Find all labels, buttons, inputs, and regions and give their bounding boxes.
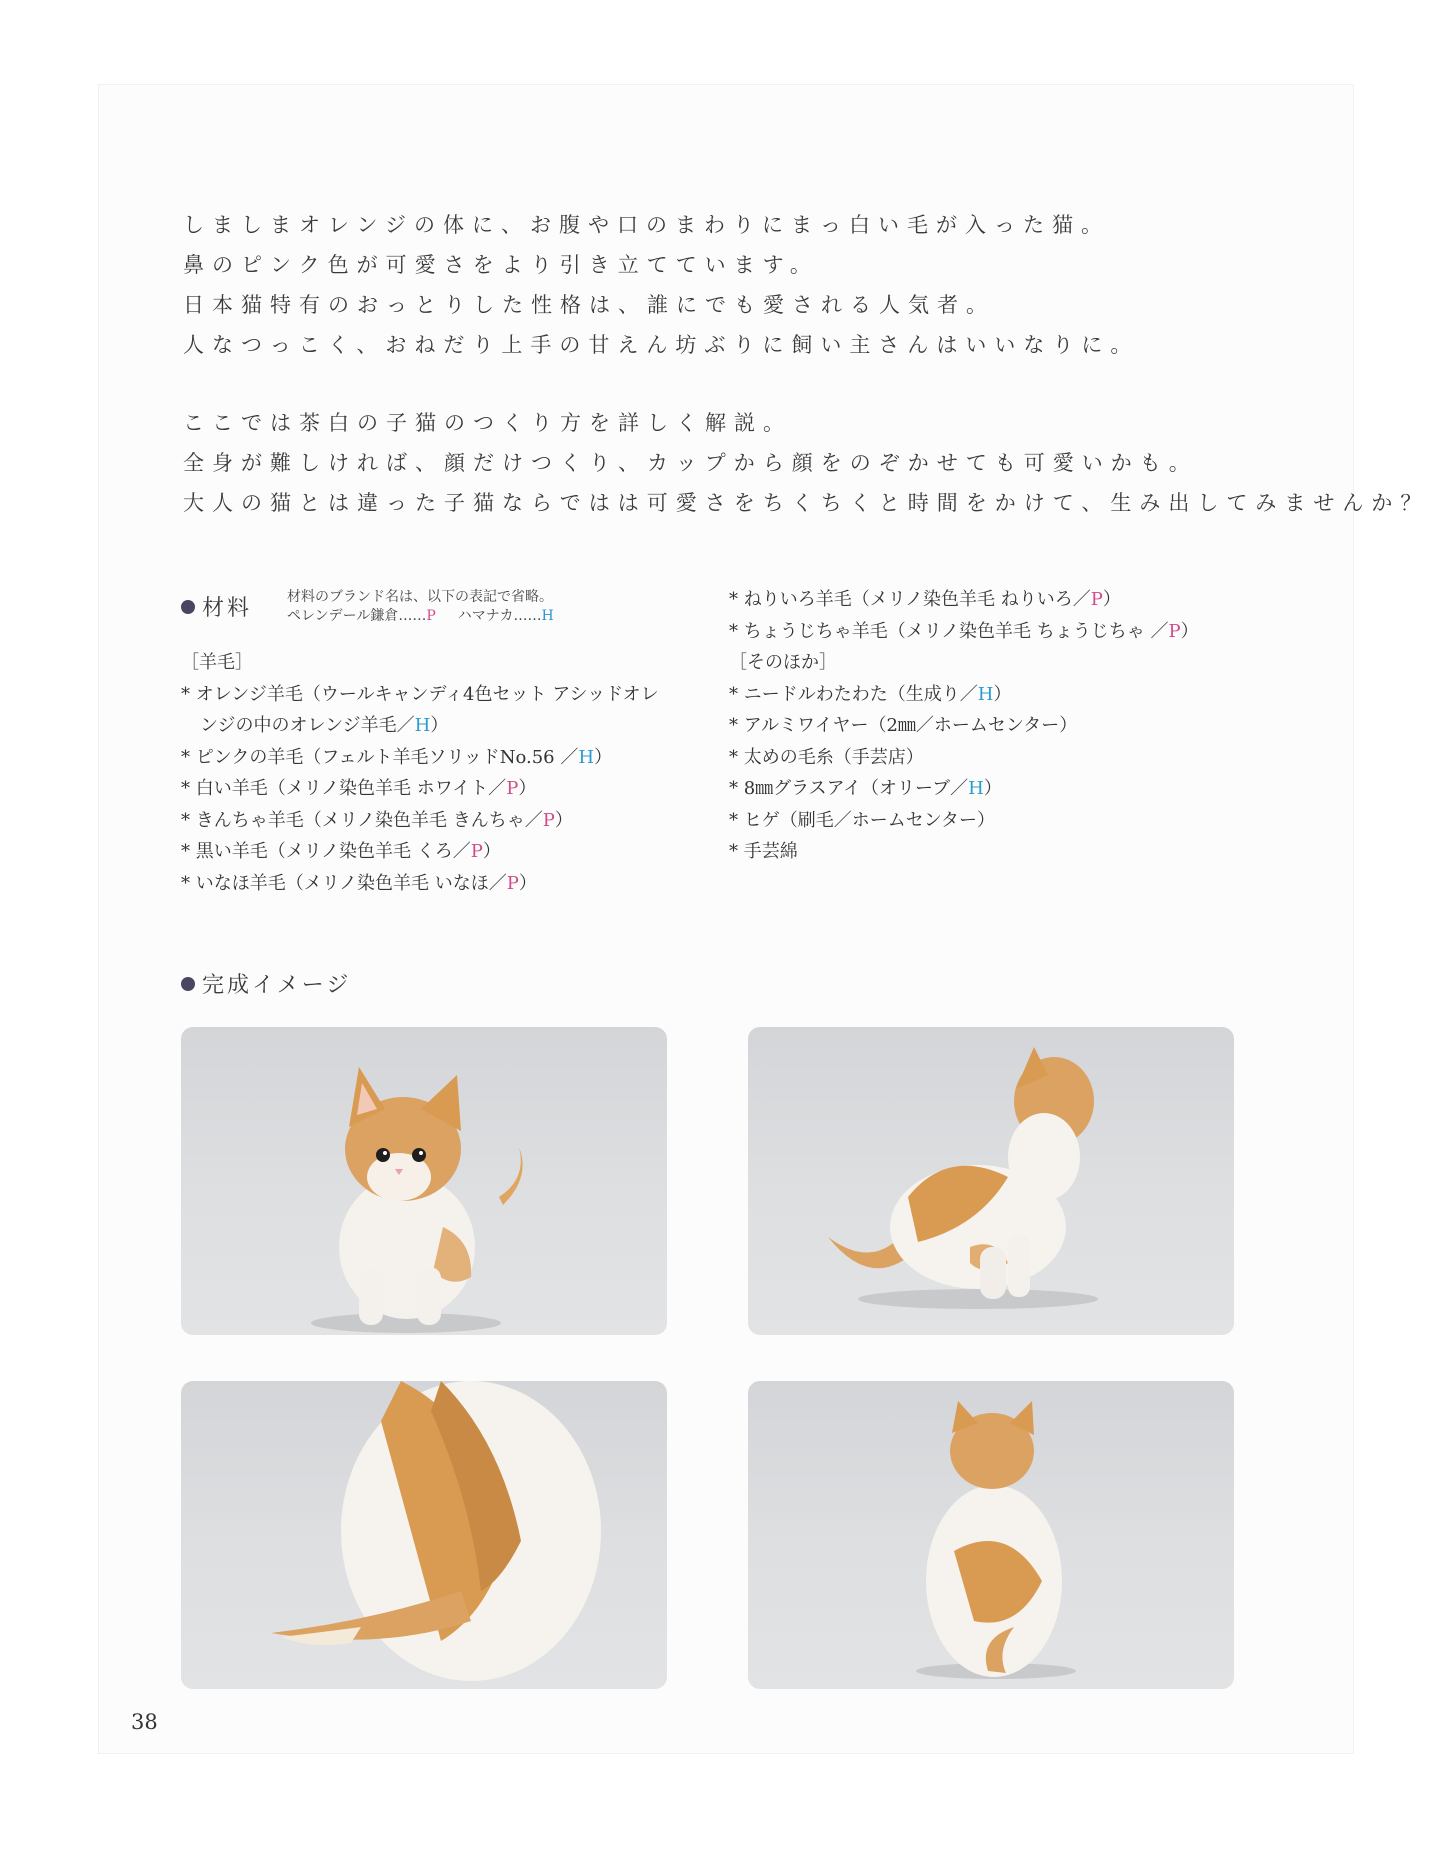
- brand-note-line: 材料のブランド名は、以下の表記で省略。: [287, 589, 553, 605]
- material-item-text: * オレンジ羊毛（ウールキャンディ4色セット アシッドオレ: [181, 683, 659, 705]
- gallery-heading-text: 完成イメージ: [202, 973, 352, 998]
- material-item-close: ）: [554, 809, 573, 831]
- kitten-tail-closeup-photo: [181, 1381, 667, 1689]
- bullet-dot-icon: [181, 977, 195, 991]
- material-item: [729, 616, 1199, 648]
- materials-heading: [181, 591, 252, 622]
- material-item: [729, 836, 1199, 868]
- kitten-front-photo: [181, 1027, 667, 1335]
- brand-note: [287, 588, 554, 626]
- material-item: [181, 742, 659, 774]
- brand-code: P: [542, 809, 555, 831]
- material-item-text: * 黒い羊毛（メリノ染色羊毛 くろ／: [181, 841, 471, 862]
- material-item-close: ）: [518, 778, 537, 799]
- brand-code: H: [977, 683, 994, 705]
- material-item-text: * きんちゃ羊毛（メリノ染色羊毛 きんちゃ／: [181, 809, 543, 831]
- material-item-text: * 手芸綿: [729, 841, 798, 862]
- material-item-text: * 太めの毛糸（手芸店）: [729, 746, 924, 768]
- brand-code: P: [506, 872, 519, 894]
- intro-line: 鼻のピンク色が可愛さをより引き立てています。: [183, 253, 819, 277]
- intro-line: 全身が難しければ、顔だけつくり、カップから顔をのぞかせても可愛いかも。: [183, 451, 1198, 475]
- intro-line: ここでは茶白の子猫のつくり方を詳しく解説。: [183, 411, 792, 435]
- material-item: [729, 710, 1199, 742]
- material-item-text: * 白い羊毛（メリノ染色羊毛 ホワイト／: [181, 778, 507, 799]
- materials-heading-text: 材料: [202, 596, 253, 621]
- brand-code: H: [578, 746, 595, 768]
- material-item-close: ）: [983, 778, 1002, 799]
- material-item-close: ）: [1102, 589, 1121, 610]
- brand-code-p: P: [426, 608, 436, 624]
- brand-code: P: [1168, 620, 1181, 642]
- material-item-text: * ピンクの羊毛（フェルト羊毛ソリッドNo.56 ／: [181, 746, 579, 768]
- gallery-heading: [181, 968, 351, 999]
- brand-code: H: [968, 778, 984, 799]
- material-item: [729, 647, 1199, 679]
- material-item: [181, 805, 659, 837]
- material-item-text: * いなほ羊毛（メリノ染色羊毛 いなほ／: [181, 872, 507, 894]
- material-item-text: * ニードルわたわた（生成り／: [729, 683, 978, 705]
- material-item-text: * 8㎜グラスアイ（オリーブ／: [729, 778, 969, 799]
- material-item-text: ［羊毛］: [181, 652, 253, 673]
- intro-line: 大人の猫とは違った子猫ならではは可愛さをちくちくと時間をかけて、生み出してみませんか？: [183, 491, 1430, 515]
- material-item-close: ）: [430, 715, 449, 736]
- material-item: [181, 647, 659, 679]
- material-item-close: ）: [1180, 620, 1199, 642]
- material-item: [729, 742, 1199, 774]
- material-item: [729, 805, 1199, 837]
- intro-text: [183, 205, 1430, 523]
- material-item-close: ）: [482, 841, 501, 862]
- kitten-back-photo: [748, 1381, 1234, 1689]
- material-item: [181, 773, 659, 805]
- brand-code: P: [506, 778, 519, 799]
- brand-code-h: H: [541, 608, 554, 624]
- brand-note-pellendale: ペレンデール鎌倉……: [287, 608, 427, 624]
- material-item-text: * ヒゲ（刷毛／ホームセンター）: [729, 809, 996, 831]
- material-item: [729, 679, 1199, 711]
- material-item: [181, 710, 659, 742]
- bullet-dot-icon: [181, 600, 195, 614]
- kitten-side-photo: [748, 1027, 1234, 1335]
- material-item-close: ）: [594, 746, 613, 768]
- material-item-text: ンジの中のオレンジ羊毛／: [200, 715, 415, 736]
- material-item: [181, 868, 659, 900]
- material-item-text: ［そのほか］: [729, 652, 837, 673]
- material-item-text: * ねりいろ羊毛（メリノ染色羊毛 ねりいろ／: [729, 589, 1091, 610]
- brand-code: H: [414, 715, 431, 736]
- materials-list-right: [729, 584, 1199, 868]
- intro-line: 人なつっこく、おねだり上手の甘えん坊ぶりに飼い主さんはいいなりに。: [183, 333, 1140, 357]
- brand-note-hamanaka: ハマナカ……: [457, 608, 542, 624]
- intro-line: 日本猫特有のおっとりした性格は、誰にでも愛される人気者。: [183, 293, 995, 317]
- material-item: [729, 773, 1199, 805]
- materials-list-left: [181, 647, 659, 899]
- material-item: [181, 836, 659, 868]
- material-item-close: ）: [993, 683, 1012, 705]
- brand-code: P: [1090, 589, 1103, 610]
- brand-code: P: [470, 841, 483, 862]
- material-item-text: * ちょうじちゃ羊毛（メリノ染色羊毛 ちょうじちゃ ／: [729, 620, 1169, 642]
- page-number: 38: [131, 1710, 158, 1734]
- material-item: [729, 584, 1199, 616]
- intro-line: しましまオレンジの体に、お腹や口のまわりにまっ白い毛が入った猫。: [183, 213, 1110, 237]
- material-item: [181, 679, 659, 711]
- material-item-text: * アルミワイヤー（2㎜／ホームセンター）: [729, 715, 1078, 736]
- material-item-close: ）: [518, 872, 537, 894]
